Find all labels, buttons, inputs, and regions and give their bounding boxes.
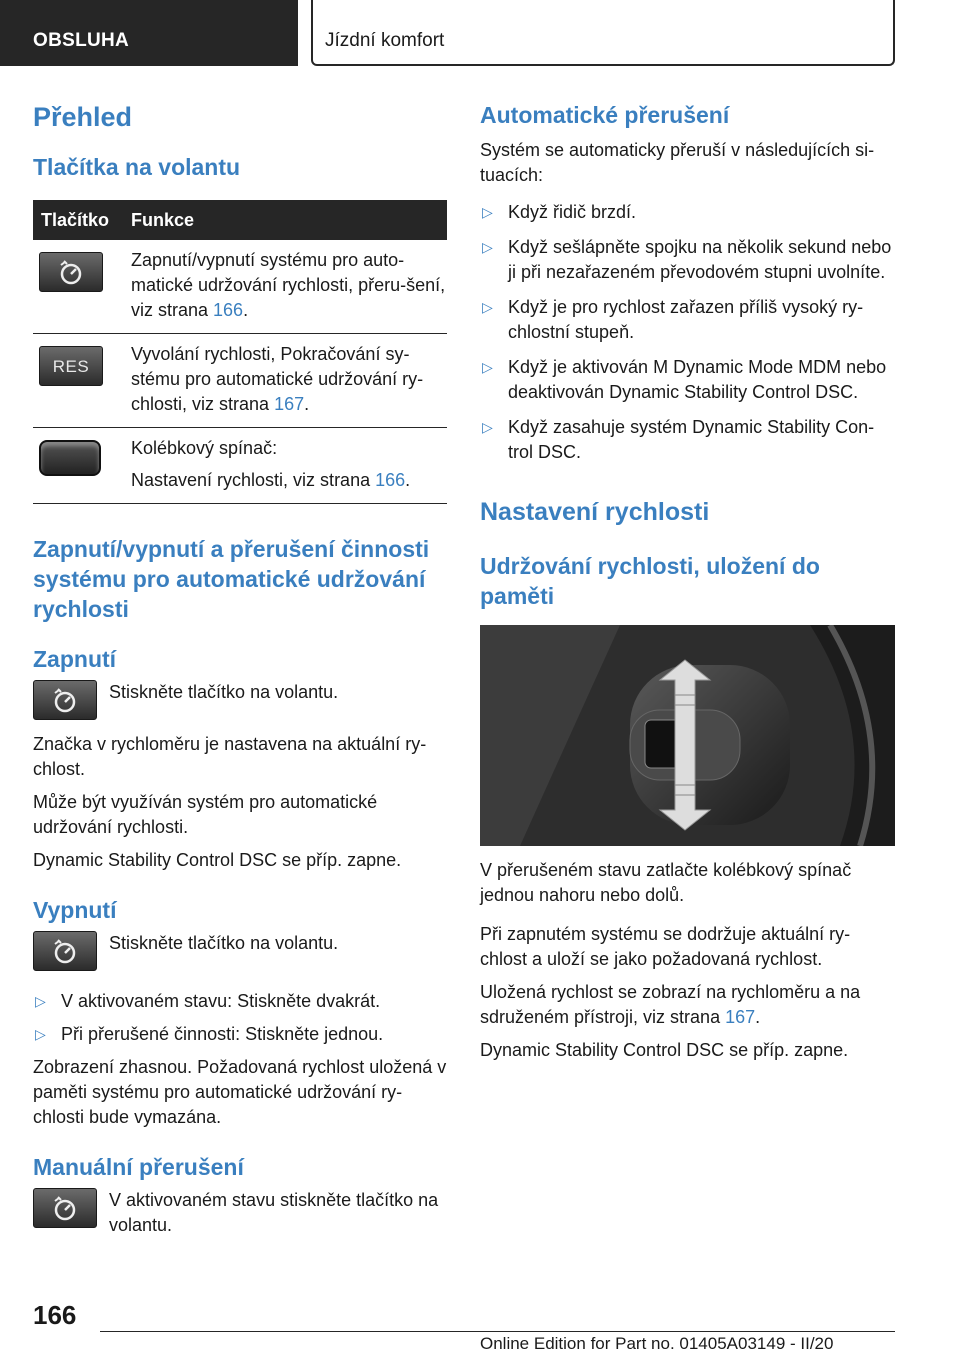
bullet-triangle-icon: ▷ — [482, 419, 493, 435]
table-header-row — [33, 200, 447, 240]
auto-list — [480, 200, 895, 465]
auto-intro: Systém se automaticky přeruší v následujících si-tuacích: — [480, 140, 875, 185]
speed-p4: Dynamic Stability Control DSC se příp. zapne. — [480, 1040, 849, 1060]
rocker-switch-icon — [39, 440, 101, 476]
bullet-triangle-icon: ▷ — [482, 204, 493, 220]
left-column — [33, 100, 447, 1238]
page-link-167[interactable]: 167 — [274, 394, 305, 414]
cruise-control-icon — [33, 931, 97, 971]
list-item: ▷ V aktivovaném stavu: Stiskněte dvakrát. — [33, 989, 447, 1014]
page-link-166[interactable]: 166 — [213, 300, 244, 320]
list-item: ▷ Při přerušené činnosti: Stiskněte jednou. — [33, 1022, 447, 1047]
speed-title: Nastavení rychlosti — [480, 498, 710, 526]
zapnuti-p2: Může být využíván systém pro automatické udržování rychlosti. — [33, 792, 378, 837]
list-item: ▷ Když zasahuje systém Dynamic Stability Con-trol DSC. — [482, 417, 875, 462]
list-item: ▷ Když sešlápněte spojku na několik sekund nebo ji při nezařazeném převodovém stupni uvolníte. — [482, 237, 892, 282]
footer-edition: Online Edition for Part no. 01405A03149 - II/20 — [480, 1334, 834, 1353]
zapnuti-p3: Dynamic Stability Control DSC se příp. zapne. — [33, 850, 402, 870]
footer-rule — [100, 1331, 895, 1332]
zapnuti-instruction: Stiskněte tlačítko na volantu. — [109, 682, 339, 702]
row1-text: Zapnutí/vypnutí systému pro auto-matické udržování rychlosti, přeru-šení, viz strana — [131, 250, 446, 320]
manual-title: Manuální přerušení — [33, 1154, 244, 1180]
header-chapter-tab — [311, 0, 895, 66]
manual-instruction: V aktivovaném stavu stiskněte tlačítko na volantu. — [109, 1190, 439, 1235]
page-link-167[interactable]: 167 — [725, 1007, 756, 1027]
page-link-166[interactable]: 166 — [375, 470, 406, 490]
speed-subtitle: Udržování rychlosti, uložení do paměti — [480, 553, 820, 609]
row3-text: Nastavení rychlosti, viz strana — [131, 470, 376, 490]
zapnuti-instruction-row — [33, 680, 447, 720]
vypnuti-instruction-row — [33, 931, 447, 971]
speed-p3: Uložená rychlost se zobrazí na rychloměru a na sdruženém přístroji, viz strana 167. — [480, 982, 861, 1027]
vypnuti-list — [33, 989, 447, 1047]
table-header-function: Funkce — [131, 200, 447, 240]
manual-instruction-row — [33, 1188, 447, 1238]
bullet-triangle-icon: ▷ — [482, 239, 493, 255]
header-chapter: Jízdní komfort — [325, 30, 445, 51]
list-item: ▷ Když je pro rychlost zařazen příliš vysoký ry-chlostní stupeň. — [482, 297, 864, 342]
auto-title: Automatické přerušení — [480, 102, 730, 128]
zapnuti-title: Zapnutí — [33, 646, 117, 672]
vypnuti-p1: Zobrazení zhasnou. Požadovaná rychlost uložená v paměti systému pro automatické udržování ry-chlosti bude vymazána. — [33, 1057, 447, 1127]
right-column — [480, 100, 895, 1063]
speed-p2: Při zapnutém systému se dodržuje aktuální ry-chlost a uloží se jako požadovaná rychlost. — [480, 924, 851, 969]
header-section: OBSLUHA — [33, 30, 130, 51]
bullet-triangle-icon: ▷ — [35, 993, 46, 1009]
res-button-icon: RES — [39, 346, 103, 386]
cruise-control-icon — [33, 680, 97, 720]
vypnuti-title: Vypnutí — [33, 897, 117, 923]
speed-p1: V přerušeném stavu zatlačte kolébkový spínač jednou nahoru nebo dolů. — [480, 860, 852, 905]
page-title: Přehled — [33, 102, 133, 132]
steering-buttons-title: Tlačítka na volantu — [33, 154, 241, 180]
zapnuti-p1: Značka v rychloměru je nastavena na aktuální ry-chlost. — [33, 734, 427, 779]
table-row: RES Vyvolání rychlosti, Pokračování sy-stému pro automatické udržování ry-chlosti, viz strana 167. — [33, 334, 447, 428]
row2-text: Vyvolání rychlosti, Pokračování sy-stému pro automatické udržování ry-chlosti, viz strana — [131, 344, 424, 414]
cruise-control-icon — [33, 1188, 97, 1228]
table-row: Kolébkový spínač: Nastavení rychlosti, viz strana 166. — [33, 428, 447, 504]
bullet-triangle-icon: ▷ — [482, 299, 493, 315]
bullet-triangle-icon: ▷ — [35, 1026, 46, 1042]
list-item: ▷ Když řidič brzdí. — [480, 200, 895, 225]
section-title-onoff: Zapnutí/vypnutí a přerušení činnosti systému pro automatické udržování rychlosti — [33, 536, 430, 622]
cruise-control-icon — [39, 252, 103, 292]
table-row: Zapnutí/vypnutí systému pro auto-matické udržování rychlosti, přeru-šení, viz strana 166. — [33, 240, 447, 334]
buttons-table — [33, 200, 447, 504]
vypnuti-instruction: Stiskněte tlačítko na volantu. — [109, 933, 339, 953]
page-number: 166 — [33, 1300, 77, 1330]
header-section-tab — [0, 0, 298, 66]
list-item: ▷ Když je aktivován M Dynamic Mode MDM nebo deaktivován Dynamic Stability Control DSC. — [482, 357, 887, 402]
bullet-triangle-icon: ▷ — [482, 359, 493, 375]
table-header-button: Tlačítko — [33, 200, 131, 240]
steering-wheel-photo — [480, 625, 895, 846]
row3-label: Kolébkový spínač: — [131, 438, 278, 458]
